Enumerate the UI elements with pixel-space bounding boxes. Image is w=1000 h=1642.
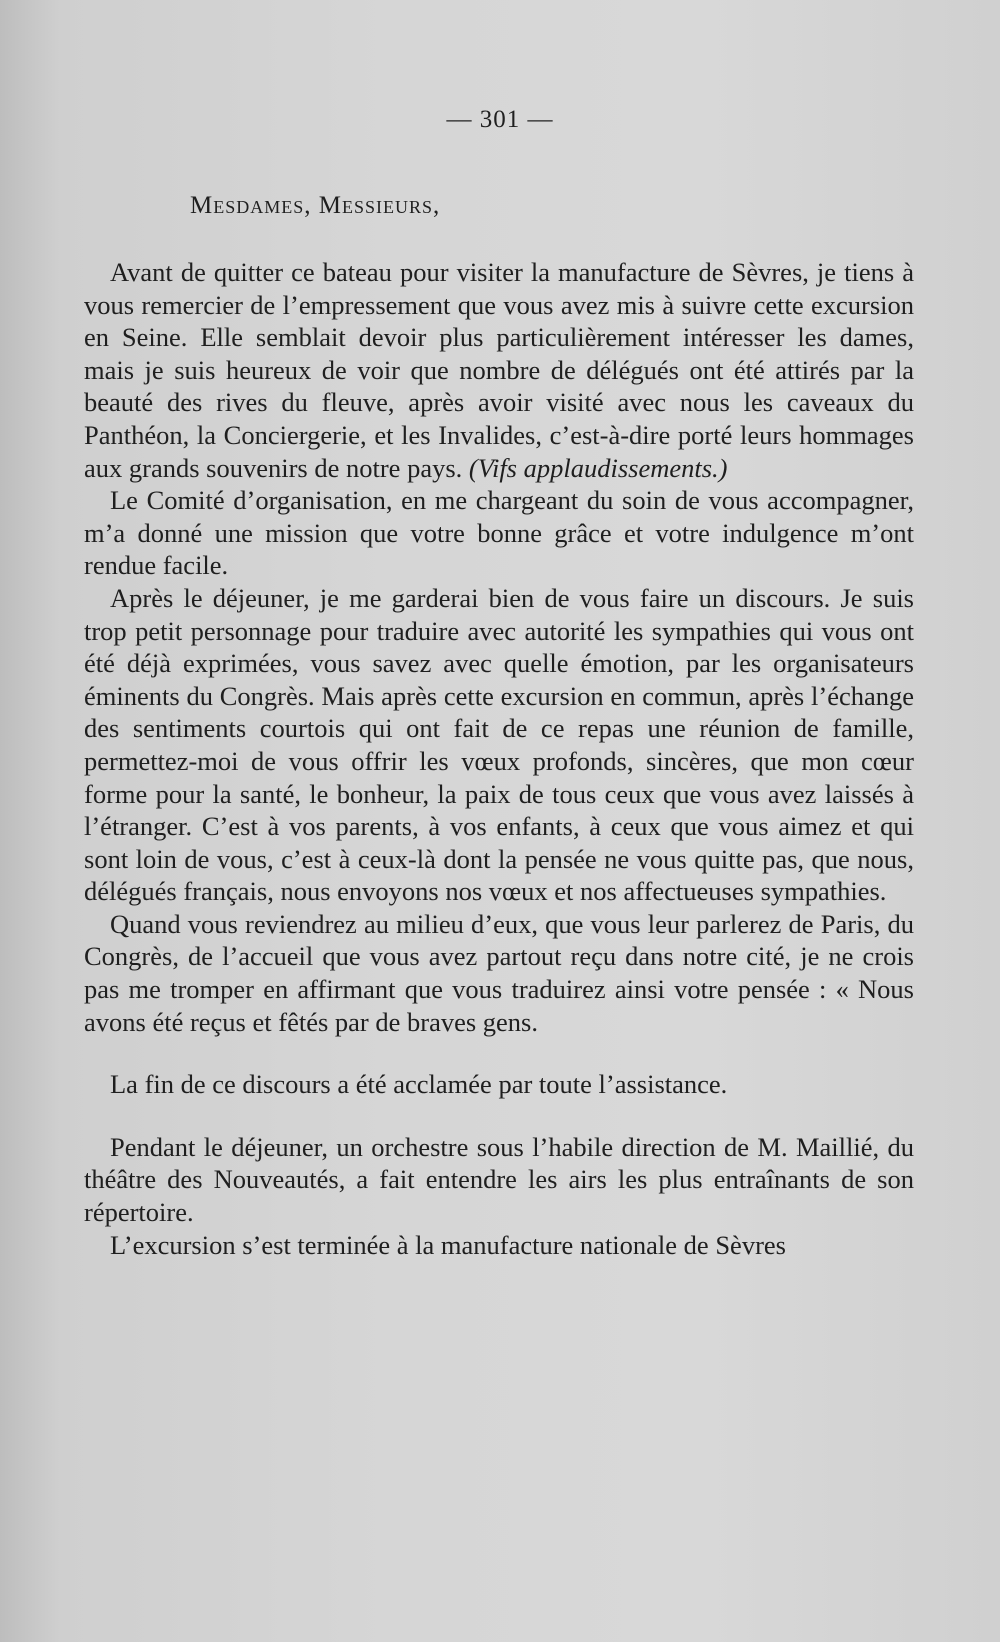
page-number: — 301 — (446, 106, 554, 133)
paragraph-4: Quand vous reviendrez au milieu d’eux, que vous leur parlerez de Paris, du Congrès, de l’accueil que vous avez partout reçu dans notre cité, je ne crois pas me tromper en affirmant que vous traduirez ainsi votre pensée : « Nous avons été reçus et fêtés par de braves gens. (84, 908, 914, 1037)
paragraph-7: L’excursion s’est terminée à la manufacture nationale de Sèvres (110, 1229, 786, 1260)
paragraph-1-text: Avant de quitter ce bateau pour visiter la manufacture de Sèvres, je tiens à vous remercier de l’empressement que vous avez mis à suivre cette excursion en Seine. Elle semblait devoir plus particulièrement intéresser les dames, mais je suis heureux de voir que nombre de délégués ont été attirés par la beauté des rives du fleuve, après avoir visité avec nous les caveaux du Panthéon, la Conciergerie, et les Invalides, c’est-à-dire porté leurs hommages aux grands souvenirs de notre pays. (84, 257, 914, 483)
paragraph-2: Le Comité d’organisation, en me chargeant du soin de vous accompagner, m’a donné une mission que votre bonne grâce et votre indulgence m’ont rendue facile. (84, 485, 914, 581)
applause-note: (Vifs applaudissements.) (468, 452, 728, 483)
paragraph-5: La fin de ce discours a été acclamée par toute l’assistance. (110, 1069, 728, 1100)
page-body (84, 256, 914, 1261)
salutation-heading: Mesdames, Messieurs, (190, 192, 441, 219)
paragraph-3: Après le déjeuner, je me garderai bien de vous faire un discours. Je suis trop petit personnage pour traduire avec autorité les sympathies qui vous ont été déjà exprimées, vous savez avec quelle émotion, par les organisateurs éminents du Congrès. Mais après cette excursion en commun, après l’échange des sentiments courtois qui ont fait de ce repas une réunion de famille, permettez-moi de vous offrir les vœux profonds, sincères, que mon cœur forme pour la santé, le bonheur, la paix de tous ceux que vous avez laissés à l’étranger. C’est à vos parents, à vos enfants, à ceux que vous aimez et qui sont loin de vous, c’est à ceux-là dont la pensée ne vous quitte pas, que nous, délégués français, nous envoyons nos vœux et nos affectueuses sympathies. (84, 582, 914, 907)
paragraph-1 (84, 256, 914, 484)
paragraph-6: Pendant le déjeuner, un orchestre sous l’habile direction de M. Maillié, du théâtre des Nouveautés, a fait entendre les airs les plus entraînants de son répertoire. (84, 1131, 914, 1228)
